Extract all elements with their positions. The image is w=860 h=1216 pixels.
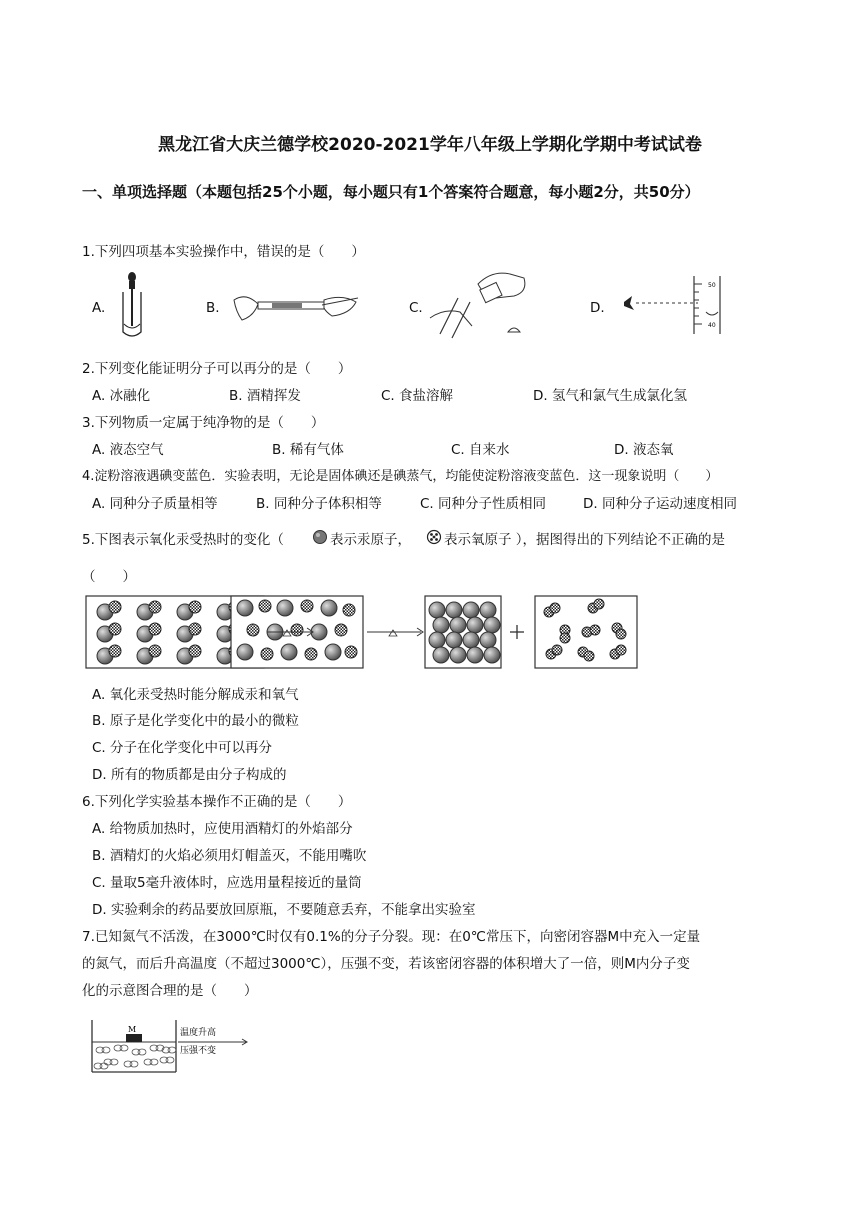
oxygen-atom xyxy=(189,601,201,613)
q3-option-d: D. 液态氧 xyxy=(614,442,674,458)
oxygen-atom xyxy=(584,651,594,661)
q5-option-d: D. 所有的物质都是由分子构成的 xyxy=(92,767,287,783)
oxygen-atom xyxy=(261,648,273,660)
q2-option-d: D. 氢气和氯气生成氯化氢 xyxy=(533,388,687,404)
q4-option-b: B. 同种分子体积相等 xyxy=(256,496,382,512)
q5-option-c: C. 分子在化学变化中可以再分 xyxy=(92,740,273,756)
panel-oxygen-molecules xyxy=(535,596,637,668)
oxygen-atom xyxy=(590,625,600,635)
oxygen-atom xyxy=(343,604,355,616)
tube-hands-figure xyxy=(232,290,362,330)
q6-option-b: B. 酒精灯的火焰必须用灯帽盖灭，不能用嘴吹 xyxy=(92,848,367,864)
oxygen-atom xyxy=(301,600,313,612)
mercury-atom xyxy=(467,647,483,663)
section-heading: 一、单项选择题（本题包括25个小题，每小题只有1个答案符合题意，每小题2分，共50分） xyxy=(82,183,700,201)
nitrogen-atom xyxy=(120,1045,128,1051)
oxygen-atom xyxy=(616,645,626,655)
oxygen-atom xyxy=(345,646,357,658)
mercury-atom xyxy=(433,617,449,633)
question-7-line-1: 7.已知氮气不活泼，在3000℃时仅有0.1%的分子分裂。现：在0℃常压下，向密闭容器M中充入一定量 xyxy=(82,929,701,945)
cylinder-reading-figure xyxy=(622,272,732,342)
question-6-stem: 6.下列化学实验基本操作不正确的是（ ） xyxy=(82,794,352,810)
q3-option-a: A. 液态空气 xyxy=(92,442,164,458)
oxygen-atom xyxy=(247,624,259,636)
mercury-atom xyxy=(446,602,462,618)
nitrogen-atom xyxy=(102,1047,110,1053)
q2-option-a: A. 冰融化 xyxy=(92,388,151,404)
nitrogen-atom xyxy=(100,1063,108,1069)
mercury-atom xyxy=(446,632,462,648)
question-3-stem: 3.下列物质一定属于纯净物的是（ ） xyxy=(82,415,325,431)
nitrogen-atom xyxy=(110,1059,118,1065)
question-5-stem-b: 表示汞原子， xyxy=(330,532,411,548)
q6-option-c: C. 量取5毫升液体时，应选用量程接近的量筒 xyxy=(92,875,362,891)
mercury-atom xyxy=(429,602,445,618)
oxygen-atom xyxy=(259,600,271,612)
oxygen-atom-icon xyxy=(426,529,442,545)
piston-m xyxy=(126,1034,142,1042)
mercury-atom xyxy=(463,602,479,618)
oxygen-atom xyxy=(149,623,161,635)
nitrogen-atom xyxy=(138,1049,146,1055)
oxygen-atom xyxy=(594,599,604,609)
q2-option-c: C. 食盐溶解 xyxy=(381,388,454,404)
q1-label-a: A. xyxy=(92,300,106,316)
nitrogen-atom xyxy=(168,1047,176,1053)
mercury-atom xyxy=(484,617,500,633)
oxygen-atom xyxy=(291,624,303,636)
mercury-atom xyxy=(237,644,253,660)
q5-option-b: B. 原子是化学变化中的最小的微粒 xyxy=(92,713,299,729)
nitrogen-atom xyxy=(150,1059,158,1065)
mercury-atom xyxy=(281,644,297,660)
q6-option-a: A. 给物质加热时，应使用酒精灯的外焰部分 xyxy=(92,821,353,837)
oxygen-atom xyxy=(149,601,161,613)
q3-option-c: C. 自来水 xyxy=(451,442,510,458)
arrow-label-temperature: 温度升高 xyxy=(180,1028,217,1038)
arrow-label-pressure: 压强不变 xyxy=(180,1046,217,1056)
mercury-atom xyxy=(480,602,496,618)
question-5-stem-c: 表示氧原子 ），据图得出的下列结论不正确的是 xyxy=(444,532,726,548)
oxygen-atom xyxy=(109,623,121,635)
mercury-oxide-figure xyxy=(85,594,645,672)
question-4-stem: 4.淀粉溶液遇碘变蓝色．实验表明，无论是固体碘还是碘蒸气，均能使淀粉溶液变蓝色．这一现象说明（ ） xyxy=(82,469,719,484)
mercury-atom xyxy=(433,647,449,663)
oxygen-atom xyxy=(550,603,560,613)
q1-label-b: B. xyxy=(206,300,220,316)
mercury-atom xyxy=(450,647,466,663)
oxygen-atom xyxy=(616,629,626,639)
oxygen-atom xyxy=(109,645,121,657)
mercury-atom xyxy=(325,644,341,660)
question-7-line-2: 的氮气，而后升高温度（不超过3000℃），压强不变，若该密闭容器的体积增大了一倍，则M内分子变 xyxy=(82,956,690,972)
oxygen-atom xyxy=(189,645,201,657)
question-7-line-3: 化的示意图合理的是（ ） xyxy=(82,983,258,999)
cylinder-tick-50: 50 xyxy=(708,282,716,289)
question-5-stem-d: （ ） xyxy=(82,569,136,585)
mercury-atom xyxy=(277,600,293,616)
panel-mercury-atoms xyxy=(425,596,501,668)
mercury-atom-icon xyxy=(312,529,328,545)
mercury-atom xyxy=(484,647,500,663)
q1-label-c: C. xyxy=(409,300,423,316)
mercury-atom xyxy=(429,632,445,648)
page-title: 黑龙江省大庆兰德学校2020-2021学年八年级上学期化学期中考试试卷 xyxy=(158,135,702,155)
question-2-stem: 2.下列变化能证明分子可以再分的是（ ） xyxy=(82,361,352,377)
mercury-atom xyxy=(480,632,496,648)
oxygen-atom xyxy=(305,648,317,660)
oxygen-atom xyxy=(560,633,570,643)
q4-option-d: D. 同种分子运动速度相同 xyxy=(583,496,737,512)
sealed-container-figure xyxy=(88,1018,258,1076)
question-5-stem-a: 5.下图表示氧化汞受热时的变化（ xyxy=(82,532,284,548)
oxygen-atom xyxy=(189,623,201,635)
nitrogen-atom xyxy=(166,1057,174,1063)
mercury-atom xyxy=(450,617,466,633)
question-1-stem: 1.下列四项基本实验操作中，错误的是（ ） xyxy=(82,244,365,260)
q4-option-c: C. 同种分子性质相同 xyxy=(420,496,547,512)
cylinder-tick-40: 40 xyxy=(708,322,716,329)
mercury-atom xyxy=(463,632,479,648)
nitrogen-molecules xyxy=(94,1045,176,1069)
pouring-figure xyxy=(430,268,530,343)
mercury-atom xyxy=(467,617,483,633)
oxygen-atom xyxy=(149,645,161,657)
mercury-atom xyxy=(237,600,253,616)
container-label-m: M xyxy=(128,1025,137,1034)
heat-arrow-2 xyxy=(367,628,423,636)
q3-option-b: B. 稀有气体 xyxy=(272,442,344,458)
q1-label-d: D. xyxy=(590,300,605,316)
q5-option-a: A. 氧化汞受热时能分解成汞和氧气 xyxy=(92,687,299,703)
oxygen-atom xyxy=(109,601,121,613)
plus-sign xyxy=(510,625,524,639)
nitrogen-atom xyxy=(130,1061,138,1067)
q4-option-a: A. 同种分子质量相等 xyxy=(92,496,218,512)
q2-option-b: B. 酒精挥发 xyxy=(229,388,301,404)
oxygen-atom xyxy=(335,624,347,636)
dropper-figure xyxy=(118,272,148,342)
oxygen-atom xyxy=(552,645,562,655)
mercury-atom xyxy=(321,600,337,616)
q6-option-d: D. 实验剩余的药品要放回原瓶，不要随意丢弃，不能拿出实验室 xyxy=(92,902,476,918)
